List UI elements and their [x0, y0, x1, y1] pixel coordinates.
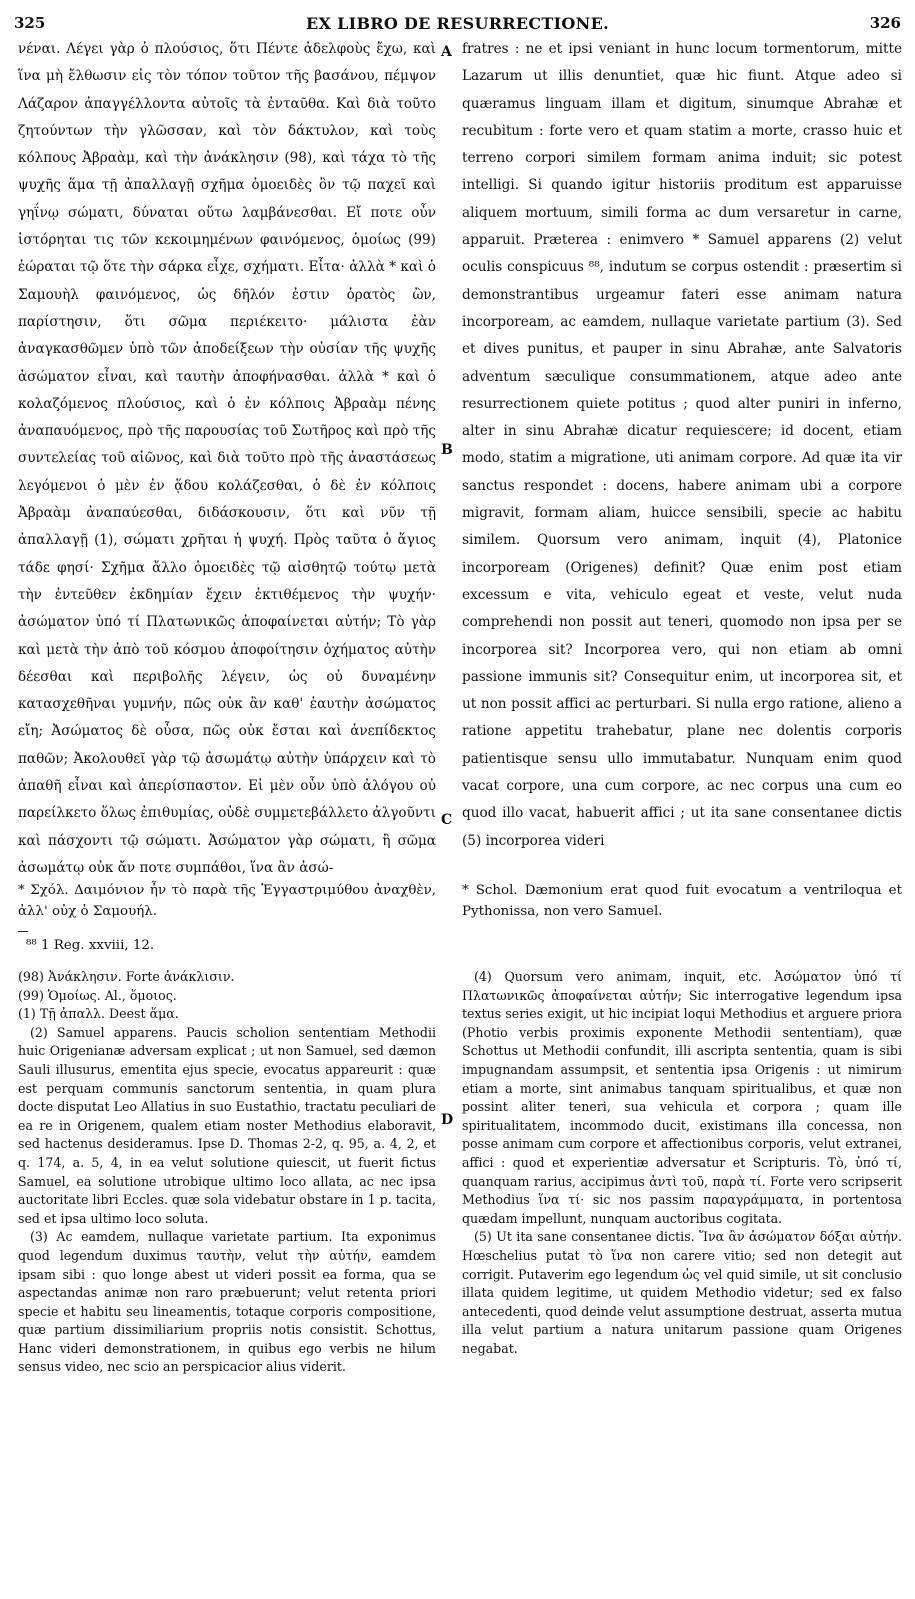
notes-right-column — [462, 968, 902, 1358]
scholion-latin: * Schol. Dæmonium erat quod fuit evocatum a ventriloqua et Pythonissa, non vero Samuel. — [462, 883, 902, 919]
scripture-reference: ⁸⁸ 1 Reg. xxviii, 12. — [26, 938, 155, 953]
note-99: (99) Ὁμοίως. Al., ὅμοιος. — [18, 987, 177, 1003]
page-number-left: 325 — [14, 14, 46, 32]
margin-marker-c: C — [441, 812, 453, 828]
page-number-right: 326 — [869, 14, 901, 32]
note-1: (1) Τῇ ἀπαλλ. Deest ἅμα. — [18, 1006, 179, 1022]
note-98: (98) Ἀνάκλησιν. Forte ἀνάκλισιν. — [18, 969, 235, 984]
note-2: (2) Samuel apparens. Paucis scholion sententiam Methodii huic Origenianæ adversam explicat ; ut non Samuel, sed dæmon Sauli illusurus, ementita ejus specie, evocatus appareurit : quæ est perquam communis sanctorum sententia, in quam plura docte disputat Leo Allatius in suo Eustathio, tractatu peculiari de ea re in Origenem, qualem etiam noster Methodius elaboravit, sed hactenus desideramus. Ipse D. Thomas 2-2, q. 95, a. 4, 2, et q. 174, a. 5, 4, in ea velut solutione quiescit, ut fuerit fictus Samuel, ea solutione utrobique ultimo loco allata, ac nec ipsa auctoritate libri Eccles. quæ sola videbatur obstare in 1 p. tacita, sed et ipsa ultimo loco soluta. — [18, 1024, 436, 1226]
notes-left-column — [18, 968, 436, 1377]
note-4: (4) Quorsum vero animam, inquit, etc. Ἀσώματον ὑπό τί Πλατωνικῶς ἀποφαίνεται αὐτήν; Sic interrogative legendum ipsa textus series exigit, ut hic incipiat loqui Methodius et arguere priora (Photio verbis proximis exponente Methodii sententiam), quæ Schottus ut Methodii confundit, illi ascripta sententia, quam is sibi impugnandam assumpsit, et sententia ipsa Origenis : ut nimirum etiam a morte, sint animabus tanquam spiritualibus, et quæ non possint aliter teneri, sua vehicula et corpora ; quam ille spiritualitatem, incommodo ducit, existimans illa concessa, non posse animam cum corpore et affectionibus corporis, velut extranei, affici : quod et experientiæ adversatur et Scripturis. Τὸ, ὑπό τί, quanquam rarius, accipimus ἀντὶ τοῦ, παρὰ τί. Forte vero scripserit Methodius ἵνα τί· sic nos passim παραγράμματα, in portentosa quædam impellunt, nunquam auctoribus cogitata. — [462, 969, 902, 1226]
latin-column: fratres : ne et ipsi veniant in hunc locum tormentorum, mitte Lazarum ut illis denuntiet, quæ hic fiunt. Atque adeo si quæramus linguam illam et digitum, sinumque Abrahæ et recubitum : forte vero et quam statim a morte, crasso huic et terreno corpori similem formam anima induit; sic potest intelligi. Si quando igitur historiis proditum est apparuisse aliquem mortuum, simili forma ac dum versaretur in carne, apparuit. Præterea : enimvero * Samuel apparens (2) velut oculis conspicuus ⁸⁸, indutum se corpus ostendit : præsertim si demonstrantibus urgeamur fateri esse animam natura incorpoream, ac eamdem, nullaque varietate partium (3). Sed et dives punitus, et pauper in sinu Abrahæ, ante Salvatoris adventum sæculique consummationem, atque adeo ante resurrectionem quiete potitus ; quod alter puniri in inferno, alter in sinu Abrahæ dicatur requiescere; id docent, etiam modo, statim a migratione, uti animam corpore. Ad quæ ita vir sanctus respondet : docens, habere animam ubi a corpore migravit, formam aliam, huicce sensibili, specie ac habitu similem. Quorsum vero animam, inquit (4), Platonice incorpoream (Origenes) definit? Quæ enim post etiam excessum e vita, vehiculo egeat et veste, velut nuda comprehendi non possit aut teneri, quomodo non ipsa per se incorporea sit? Incorporea vero, qui non etiam ab omni passione immunis sit? Consequitur enim, ut incorporea sit, et ut non possit affici ac perturbari. Si nulla ergo ratione, alieno a ratione appetitu trahebatur, plane nec dolentis corporis patientisque sensu ullo immutabatur. Nunquam enim quod vacat corpore, una cum corpore, ac nec corpus una cum eo quod illo vacat, habuerit affici ; ut ita sane consentanee dictis (5) incorporea videri — [462, 41, 902, 849]
page-header — [0, 0, 915, 33]
margin-marker-d: D — [441, 1112, 454, 1128]
margin-marker-a: A — [441, 44, 452, 60]
running-title: EX LIBRO DE RESURRECTIONE. — [306, 14, 609, 33]
scholion-greek: * Σχόλ. Δαιμόνιον ἦν τὸ παρὰ τῆς Ἐγγαστριμύθου ἀναχθὲν, ἀλλ' οὐχ ὁ Σαμουήλ. — [18, 883, 436, 919]
footnote-rule — [18, 931, 28, 932]
greek-column: νέναι. Λέγει γὰρ ὁ πλούσιος, ὅτι Πέντε ἀδελφοὺς ἔχω, καὶ ἵνα μὴ ἔλθωσιν εἰς τὸν τόπον τοῦτον τῆς βασάνου, πέμψον Λάζαρον ἀπαγγέλλοντα αὐτοῖς τὰ ἐνταῦθα. Καὶ διὰ τοῦτο ζητούντων τὴν γλῶσσαν, καὶ τὸν δάκτυλον, καὶ τοὺς κόλπους Ἀβραὰμ, καὶ τὴν ἀνάκλησιν (98), καὶ τάχα τὸ τῆς ψυχῆς ἅμα τῇ ἀπαλλαγῇ σχῆμα ὁμοειδὲς ὂν τῷ παχεῖ καὶ γηΐνῳ σώματι, δύναται οὕτω λαμβάνεσθαι. Εἴ ποτε οὖν ἱστόρηται τις τῶν κεκοιμημένων φαινόμενος, ὁμοίως (99) ἑώραται τῷ ὅτε τὴν σάρκα εἶχε, σχήματι. Εἶτα· ἀλλὰ * καὶ ὁ Σαμουὴλ φαινόμενος, ὡς δῆλόν ἐστιν ὁρατὸς ὢν, παρίστησιν, ὅτι σῶμα περιέκειτο· μάλιστα ἐὰν ἀναγκασθῶμεν ὑπὸ τῶν ἀποδείξεων τὴν οὐσίαν τῆς ψυχῆς ἀσώματον εἶναι, καὶ ταυτὴν ἀποφήνασθαι. ἀλλὰ * καὶ ὁ κολαζόμενος πλούσιος, καὶ ὁ ἐν κόλποις Ἀβραὰμ πένης ἀναπαυόμενος, πρὸ τῆς παρουσίας τοῦ Σωτῆρος καὶ πρὸ τῆς συντελείας τοῦ αἰῶνος, καὶ διὰ τοῦτο πρὸ τῆς ἀναστάσεως λεγόμενοι ὁ μὲν ἐν ᾅδου κολάζεσθαι, ὁ δὲ ἐν κόλποις Ἀβραὰμ ἀναπαύεσθαι, διδάσκουσιν, ὅτι καὶ νῦν τῇ ἀπαλλαγῇ (1), σώματι χρῆται ἡ ψυχή. Πρὸς ταῦτα ὁ ἅγιος τάδε φησί· Σχῆμα ἄλλο ὁμοειδὲς τῷ αἰσθητῷ τούτῳ μετὰ τὴν ἐντεῦθεν ἐκδημίαν ἔχειν ἐκτιθέμενος τὴν ψυχήν· ἀσώματον ὑπό τί Πλατωνικῶς ἀποφαίνεται αὐτήν; Τὸ γὰρ καὶ μετὰ τὴν ἀπὸ τοῦ κόσμου ἀποφοίτησιν ὀχήματος αὐτὴν δέεσθαι καὶ περιβολῆς λέγειν, ὡς οὐ δυναμένην κατασχεθῆναι γυμνήν, πῶς οὐκ ἂν καθ' ἑαυτὴν ἀσώματος εἴη; Ἀσώματος δὲ οὖσα, πῶς οὐκ ἔσται καὶ ἀνεπίδεκτος παθῶν; Ἀκολουθεῖ γὰρ τῷ ἀσωμάτῳ αὐτὴν ὑπάρχειν καὶ τὸ ἀπαθῆ εἶναι καὶ ἀπερίσπαστον. Εἰ μὲν οὖν ὑπὸ ἀλόγου οὐ παρείλκετο ὅλως ἐπιθυμίας, οὐδὲ συμμετεβάλλετο ἀλγοῦντι καὶ πάσχοντι τῷ σώματι. Ἀσώματον γὰρ σώματι, ἢ σῶμα ἀσωμάτῳ οὐκ ἄν ποτε συμπάθοι, ἵνα ἂν ἀσώ- — [18, 41, 436, 876]
note-5: (5) Ut ita sane consentanee dictis. Ἵνα ἂν ἀσώματον δόξαι αὐτήν. Hœschelius putat τὸ ἵνα non carere vitio; sed non detegit aut corrigit. Putaverim ego legendum ὡς vel quid simile, ut sit conclusio illata quidem legitime, ut quidem Methodio videtur; sed ex falso antecedenti, quod deinde velut assumptione destruat, asserta mutua illa velut partium a natura unitarum passione quam Origenes negabat. — [462, 1229, 902, 1356]
margin-marker-b: B — [441, 442, 453, 458]
note-3: (3) Ac eamdem, nullaque varietate partium. Ita exponimus quod legendum duximus ταυτὴν, velut τὴν αὐτήν, eamdem ipsam sibi : quo longe abest ut videri possit ea forma, qua se aspectandas animæ non raro præbuerunt; velut retenta priori specie et habitu seu lineamentis, totaque corporis compositione, quæ partium dissimiliarium propriis notis consistit. Schottus, Hanc videri demonstrationem, in quibus ego verbis ne hilum sensus video, nec scio an perspicacior alius viderit. — [18, 1229, 436, 1375]
